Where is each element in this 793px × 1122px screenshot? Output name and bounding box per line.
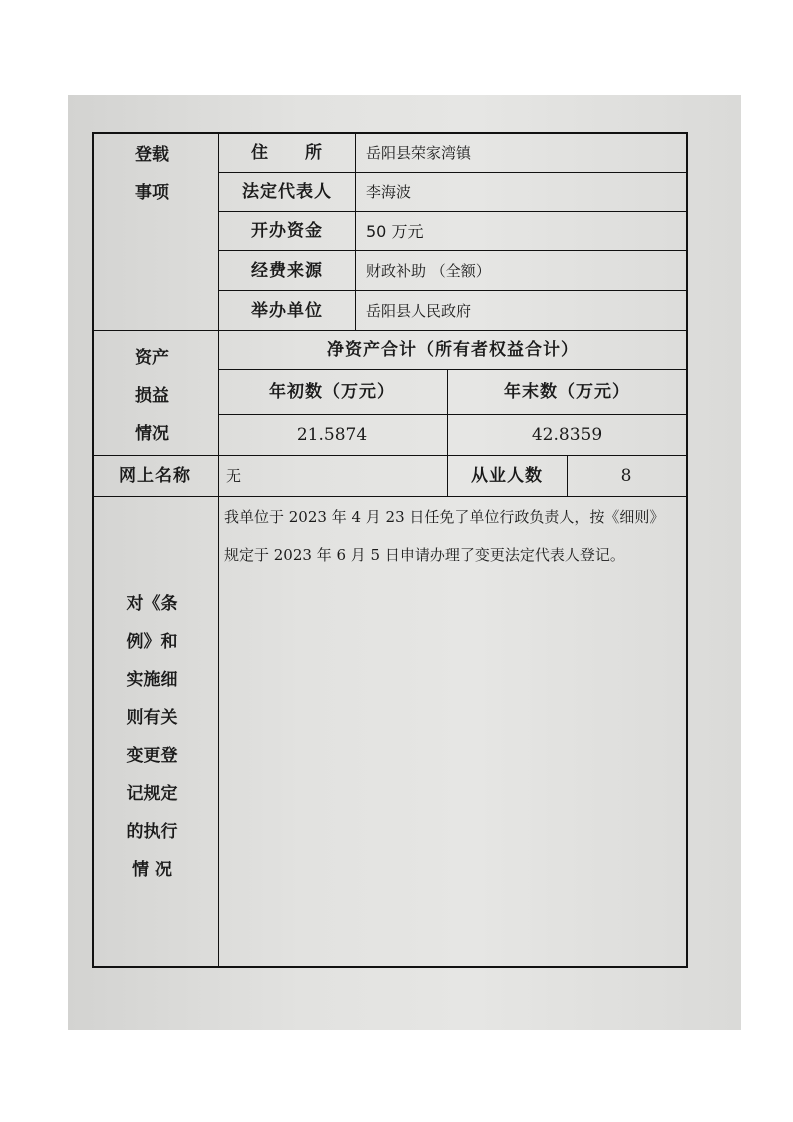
execution-label-line: 对《条 (126, 594, 178, 614)
address-label: 住 所 (251, 143, 323, 163)
year-begin-value: 21.5874 (296, 425, 368, 445)
execution-label-line: 实施细 (126, 670, 178, 690)
group-label-line: 情况 (135, 424, 169, 444)
founding-capital-value: 50 万元 (366, 222, 424, 241)
year-end-header: 年末数（万元） (504, 382, 630, 402)
group-label-line: 事项 (135, 183, 169, 203)
grid-line (218, 290, 688, 291)
execution-label-line: 则有关 (126, 708, 178, 728)
execution-label-line: 情 况 (132, 860, 172, 880)
execution-text-line-1: 我单位于 2023 年 4 月 23 日任免了单位行政负责人，按《细则》 (224, 508, 665, 526)
founding-capital-label: 开办资金 (251, 221, 323, 241)
legal-representative-label: 法定代表人 (242, 182, 332, 202)
execution-text-line-2: 规定于 2023 年 6 月 5 日申请办理了变更法定代表人登记。 (224, 546, 625, 564)
group-label-line: 资产 (135, 348, 169, 368)
grid-line (92, 330, 688, 331)
grid-line (218, 414, 688, 415)
grid-line (218, 369, 688, 370)
grid-line (567, 455, 568, 496)
group-label-line: 损益 (135, 386, 169, 406)
grid-line (218, 211, 688, 212)
sponsor-unit-value: 岳阳县人民政府 (366, 302, 472, 320)
legal-representative-value: 李海波 (366, 183, 412, 201)
execution-label-line: 例》和 (126, 632, 178, 652)
grid-line (218, 172, 688, 173)
execution-label-line: 变更登 (126, 746, 178, 766)
funding-source-label: 经费来源 (251, 261, 323, 281)
online-name-value: 无 (226, 467, 242, 485)
execution-label-line: 记规定 (126, 784, 178, 804)
sponsor-unit-label: 举办单位 (251, 301, 323, 321)
registered-items-label (112, 136, 192, 212)
grid-line (92, 455, 688, 456)
year-end-value: 42.8359 (531, 425, 603, 445)
grid-line (218, 132, 219, 968)
execution-label (112, 585, 192, 889)
funding-source-value: 财政补助 （全额） (366, 262, 491, 280)
staff-count-label: 从业人数 (471, 466, 543, 486)
staff-count-value: 8 (620, 466, 632, 486)
year-begin-header: 年初数（万元） (269, 382, 395, 402)
assets-label (112, 339, 192, 453)
group-label-line: 登载 (135, 145, 169, 165)
grid-line (92, 496, 688, 497)
online-name-label: 网上名称 (119, 466, 191, 486)
grid-line (447, 369, 448, 496)
address-value: 岳阳县荣家湾镇 (366, 144, 472, 162)
net-assets-header: 净资产合计（所有者权益合计） (327, 340, 579, 360)
execution-label-line: 的执行 (126, 822, 178, 842)
grid-line (218, 250, 688, 251)
grid-line (355, 132, 356, 330)
